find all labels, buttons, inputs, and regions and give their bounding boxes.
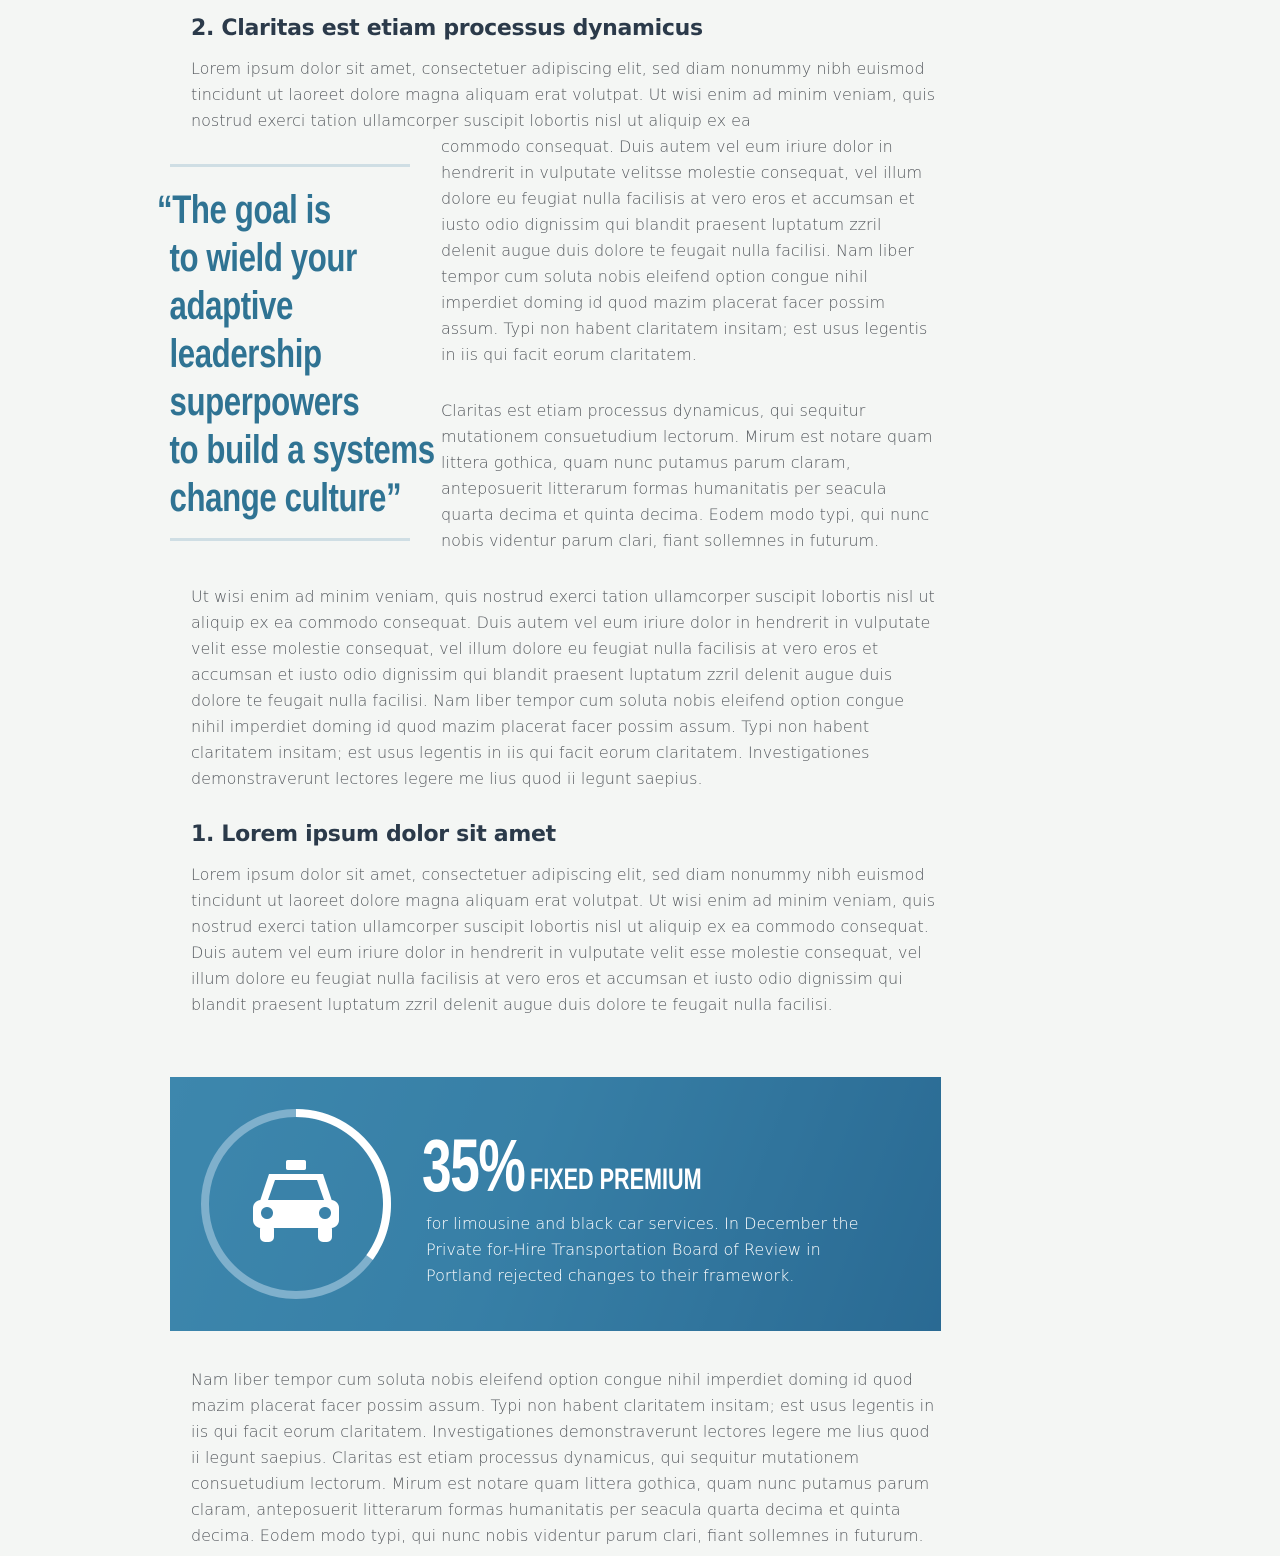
pull-quote-line: to build a systems [169, 428, 435, 472]
column-paragraph-2: Claritas est etiam processus dynamicus, qui sequitur mutationem consuetudium lectorum. Mirum est notare quam littera gothica, quam nunc putamus parum claram, anteposuerit litterarum formas humanitatis per seacula quarta decima et quinta decima. Eodem modo typi, qui nunc nobis videntur parum clari, fiant sollemnes in futurum. [441, 401, 933, 550]
stat-label: FIXED PREMIUM [530, 1163, 702, 1196]
stat-banner [170, 1077, 941, 1331]
taxi-icon [253, 1160, 339, 1242]
section-1-body: Lorem ipsum dolor sit amet, consectetuer adipiscing elit, sed diam nonummy nibh euismod tincidunt ut laoreet dolore magna aliquam erat volutpat. Ut wisi enim ad minim veniam, quis nostrud exerci tation ullamcorper suscipit lobortis nisl ut aliquip ex ea commodo consequat. Duis autem vel eum iriure dolor in hendrerit in vulputate velit esse molestie consequat, vel illum dolore eu feugiat nulla facilisis at vero eros et accumsan et iusto odio dignissim qui blandit praesent luptatum zzril delenit augue duis dolore te feugait nulla facilisi. [191, 865, 936, 1014]
section-heading-1: 1. Lorem ipsum dolor sit amet [191, 822, 556, 847]
pull-quote-line: change culture” [169, 476, 402, 520]
progress-ring [198, 1105, 398, 1305]
pull-quote-line: “The goal is [157, 188, 331, 232]
pull-quote [157, 186, 435, 522]
section-2-intro: Lorem ipsum dolor sit amet, consectetuer adipiscing elit, sed diam nonummy nibh euismod tincidunt ut laoreet dolore magna aliquam erat volutpat. Ut wisi enim ad minim veniam, quis nostrud exerci tation ullamcorper suscipit lobortis nisl ut aliquip ex ea [191, 59, 936, 130]
quote-top-rule [170, 164, 410, 167]
section-2-body: Ut wisi enim ad minim veniam, quis nostrud exerci tation ullamcorper suscipit lobortis nisl ut aliquip ex ea commodo consequat. Duis autem vel eum iriure dolor in hendrerit in vulputate velit esse molestie consequat, vel illum dolore eu feugiat nulla facilisis at vero eros et accumsan et iusto odio dignissim qui blandit praesent luptatum zzril delenit augue duis dolore te feugait nulla facilisi. Nam liber tempor cum soluta nobis eleifend option congue nihil imperdiet doming id quod mazim placerat facer possim assum. Typi non habent claritatem insitam; est usus legentis in iis qui facit eorum claritatem. Investigationes demonstraverunt lectores legere me lius quod ii legunt saepius. [191, 587, 935, 788]
section-heading-2: 2. Claritas est etiam processus dynamicus [191, 16, 703, 41]
pull-quote-line: leadership [169, 332, 322, 376]
closing-paragraph: Nam liber tempor cum soluta nobis eleifend option congue nihil imperdiet doming id quod mazim placerat facer possim assum. Typi non habent claritatem insitam; est usus legentis in iis qui facit eorum claritatem. Investigationes demonstraverunt lectores legere me lius quod ii legunt saepius. Claritas est etiam processus dynamicus, qui sequitur mutationem consuetudium lectorum. Mirum est notare quam littera gothica, quam nunc putamus parum claram, anteposuerit litterarum formas humanitatis per seacula quarta decima et quinta decima. Eodem modo typi, qui nunc nobis videntur parum clari, fiant sollemnes in futurum. [191, 1370, 935, 1545]
column-paragraph-1: commodo consequat. Duis autem vel eum iriure dolor in hendrerit in vulputate velitsse molestie consequat, vel illum dolore eu feugiat nulla facilisis at vero eros et accumsan et iusto odio dignissim qui blandit praesent luptatum zzril delenit augue duis dolore te feugait nulla facilisi. Nam liber tempor cum soluta nobis eleifend option congue nihil imperdiet doming id quod mazim placerat facer possim assum. Typi non habent claritatem insitam; est usus legentis in iis qui facit eorum claritatem. [441, 137, 928, 364]
stat-value: 35% [422, 1124, 525, 1207]
quote-bottom-rule [170, 538, 410, 541]
pull-quote-line: adaptive [169, 284, 293, 328]
pull-quote-line: superpowers [169, 380, 360, 424]
stat-description: for limousine and black car services. In December the Private for-Hire Transportation Board of Review in Portland rejected changes to their framework. [426, 1214, 859, 1285]
pull-quote-line: to wield your [169, 236, 357, 280]
